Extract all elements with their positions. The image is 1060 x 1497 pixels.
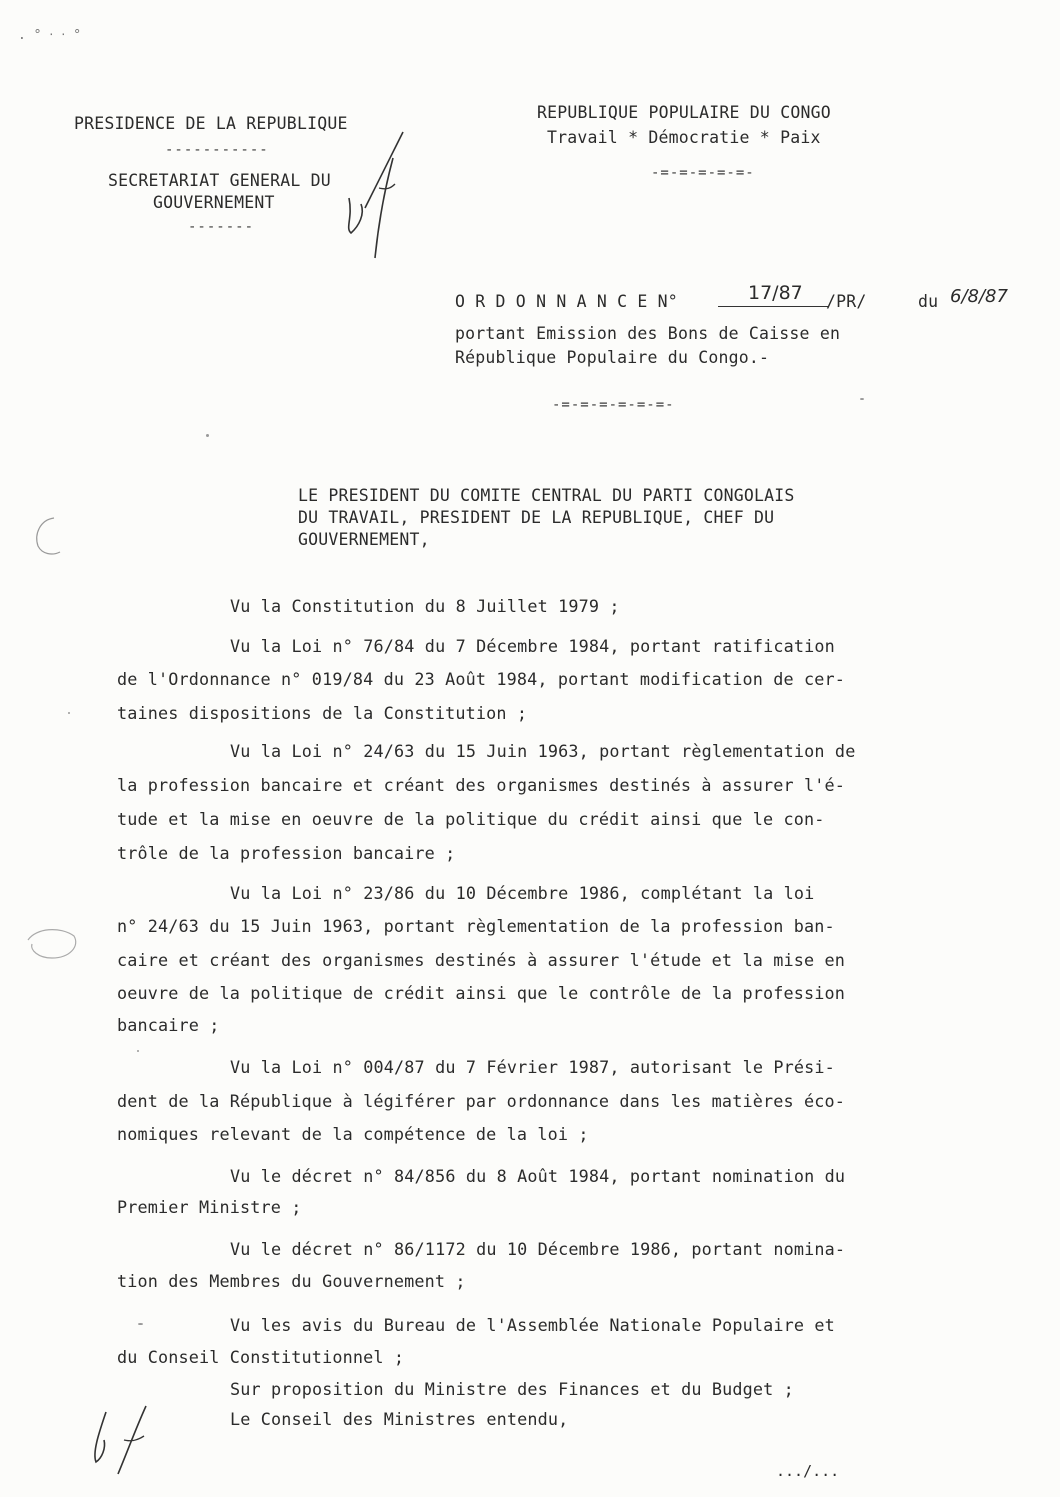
visa-avis-bureau: Vu les avis du Bureau de l'Assemblée Nationale Populaire et: [230, 1315, 835, 1335]
speck: [68, 712, 70, 714]
header-left-divider-2: -------: [188, 219, 255, 235]
preamble-line-2: DU TRAVAIL, PRESIDENT DE LA REPUBLIQUE, CHEF DU: [298, 508, 775, 527]
speck: [137, 1050, 139, 1052]
body-line: tude et la mise en oeuvre de la politique du crédit ainsi que le con-: [117, 809, 825, 829]
body-line: trôle de la profession bancaire ;: [117, 843, 456, 863]
conseil-ministres: Le Conseil des Ministres entendu,: [230, 1409, 569, 1429]
punch-hole-mark-2: [22, 922, 82, 966]
speck: [860, 398, 864, 400]
visa-loi-76-84: Vu la Loi n° 76/84 du 7 Décembre 1984, portant ratification: [230, 636, 835, 656]
body-line: taines dispositions de la Constitution ;: [117, 703, 528, 723]
body-line: tion des Membres du Gouvernement ;: [117, 1271, 466, 1291]
gouvernement-title: GOUVERNEMENT: [153, 193, 275, 212]
body-line: n° 24/63 du 15 Juin 1963, portant règlementation de la profession ban-: [117, 916, 835, 936]
punch-hole-mark-1: [28, 512, 78, 562]
ordonnance-divider: -=-=-=-=-=-=-: [552, 397, 675, 413]
corner-mark: . ° ‧ ‧ °: [18, 28, 82, 43]
body-line: la profession bancaire et créant des organismes destinés à assurer l'é-: [117, 775, 845, 795]
ordonnance-subject-2: République Populaire du Congo.-: [455, 348, 770, 367]
secretariat-title: SECRETARIAT GENERAL DU: [108, 171, 331, 190]
header-right-divider: -=-=-=-=-=-: [651, 165, 755, 181]
initials-signature-bottom: [84, 1400, 164, 1480]
body-line: bancaire ;: [117, 1015, 220, 1035]
preamble-line-3: GOUVERNEMENT,: [298, 530, 430, 549]
ordonnance-number: 17/87: [748, 282, 803, 304]
proposition-ministre: Sur proposition du Ministre des Finances et du Budget ;: [230, 1379, 794, 1399]
body-line: du Conseil Constitutionnel ;: [117, 1347, 405, 1367]
body-line: Premier Ministre ;: [117, 1197, 302, 1217]
speck: [206, 434, 209, 437]
ordonnance-subject-1: portant Emission des Bons de Caisse en: [455, 324, 841, 343]
continuation-marker: .../...: [776, 1462, 840, 1480]
body-line: de l'Ordonnance n° 019/84 du 23 Août 1984, portant modification de cer-: [117, 669, 845, 689]
header-left-divider-1: -----------: [165, 142, 269, 158]
preamble-line-1: LE PRESIDENT DU COMITE CENTRAL DU PARTI CONGOLAIS: [298, 486, 795, 505]
body-line: caire et créant des organismes destinés à assurer l'étude et la mise en: [117, 950, 845, 970]
visa-constitution: Vu la Constitution du 8 Juillet 1979 ;: [230, 596, 620, 616]
number-underline: [718, 306, 828, 307]
visa-decret-84-856: Vu le décret n° 84/856 du 8 Août 1984, portant nomination du: [230, 1166, 846, 1186]
visa-decret-86-1172: Vu le décret n° 86/1172 du 10 Décembre 1986, portant nomina-: [230, 1239, 846, 1259]
visa-loi-24-63: Vu la Loi n° 24/63 du 15 Juin 1963, portant règlementation de: [230, 741, 856, 761]
body-line: oeuvre de la politique de crédit ainsi que le contrôle de la profession: [117, 983, 845, 1003]
visa-loi-004-87: Vu la Loi n° 004/87 du 7 Février 1987, autorisant le Prési-: [230, 1057, 835, 1077]
initials-signature-top: [335, 128, 415, 268]
republic-title: REPUBLIQUE POPULAIRE DU CONGO: [537, 103, 831, 122]
presidence-title: PRESIDENCE DE LA REPUBLIQUE: [74, 114, 348, 133]
body-line: nomiques relevant de la compétence de la loi ;: [117, 1124, 589, 1144]
ordonnance-label: O R D O N N A N C E N°: [455, 292, 678, 311]
ordonnance-date: 6/8/87: [950, 286, 1008, 307]
republic-motto: Travail * Démocratie * Paix: [547, 128, 821, 147]
body-line: dent de la République à légiférer par ordonnance dans les matières éco-: [117, 1091, 845, 1111]
visa-loi-23-86: Vu la Loi n° 23/86 du 10 Décembre 1986, complétant la loi: [230, 883, 815, 903]
speck: [138, 1323, 143, 1325]
date-prefix: du: [918, 292, 939, 311]
ordonnance-suffix: /PR/: [826, 292, 867, 311]
